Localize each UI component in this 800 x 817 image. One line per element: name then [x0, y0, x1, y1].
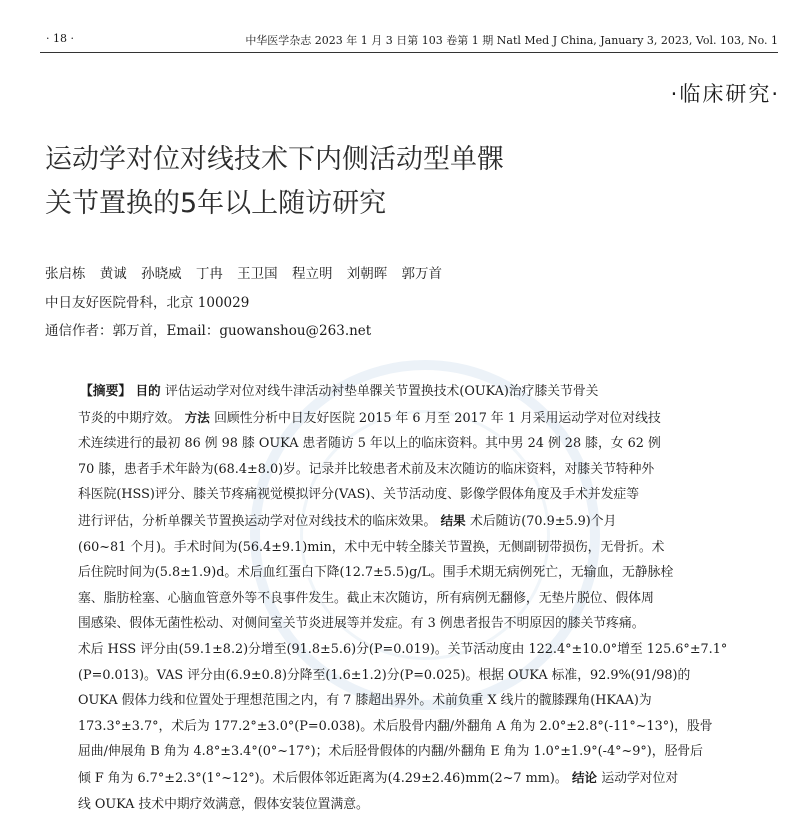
abstract-text: 倾 F 角为 6.7°±2.3°(1°~12°)。术后假体邻近距离为(4.29±2.46)mm(2~7 mm)。	[78, 771, 568, 786]
abstract-heading-objective: 目的	[136, 383, 165, 398]
abstract-heading-methods: 方法	[180, 410, 214, 425]
abstract-text: OUKA 假体力线和位置处于理想范围之内，有 7 膝超出界外。术前负重 X 线片的髋膝踝角(HKAA)为	[78, 693, 652, 708]
abstract-line	[78, 560, 793, 586]
abstract-line	[78, 792, 793, 817]
abstract-heading-results: 结果	[436, 513, 470, 528]
abstract-text: 节炎的中期疗效。	[78, 411, 180, 426]
abstract-text: 运动学对位对	[601, 771, 678, 786]
abstract-line	[78, 765, 793, 792]
running-title: 中华医学杂志 2023 年 1 月 3 日第 103 卷第 1 期 Natl Med J China, January 3, 2023, Vol. 103, No. 1	[245, 32, 778, 48]
abstract-line	[78, 535, 793, 561]
abstract-text: 进行评估，分析单髁关节置换运动学对位对线技术的临床效果。	[78, 514, 436, 529]
abstract-line	[78, 739, 793, 765]
abstract-line	[78, 431, 793, 457]
abstract-line	[78, 714, 793, 740]
page-number: · 18 ·	[46, 32, 74, 45]
affiliation: 中日友好医院骨科，北京 100029	[45, 291, 249, 311]
abstract-text: (P=0.013)。VAS 评分由(6.9±0.8)分降至(1.6±1.2)分(P=0.025)。根据 OUKA 标准，92.9%(91/98)的	[78, 668, 690, 683]
abstract-text: 70 膝，患者手术年龄为(68.4±8.0)岁。记录并比较患者术前及末次随访的临床资料，对膝关节特种外	[78, 462, 654, 477]
abstract-line	[78, 508, 793, 535]
abstract-heading-conclusion: 结论	[568, 770, 602, 785]
abstract-text: 术后 HSS 评分由(59.1±8.2)分增至(91.8±5.6)分(P=0.019)。关节活动度由 122.4°±10.0°增至 125.6°±7.1°	[78, 642, 727, 657]
abstract-text: 科医院(HSS)评分、膝关节疼痛视觉模拟评分(VAS)、关节活动度、影像学假体角度及手术并发症等	[78, 487, 639, 502]
abstract-text: 屈曲/伸展角 B 角为 4.8°±3.4°(0°~17°)；术后胫骨假体的内翻/外翻角 E 角为 1.0°±1.9°(-4°~9°)，胫骨后	[78, 744, 703, 759]
abstract-line	[78, 586, 793, 612]
abstract-text: (60~81 个月)。手术时间为(56.4±9.1)min，术中无中转全膝关节置换，无侧副韧带损伤，无骨折。术	[78, 540, 664, 555]
abstract-line	[78, 663, 793, 689]
abstract-text: 后住院时间为(5.8±1.9)d。术后血红蛋白下降(12.7±5.5)g/L。围手术期无病例死亡，无输血，无静脉栓	[78, 565, 673, 580]
abstract-line	[78, 457, 793, 483]
abstract-text: 术后随访(70.9±5.9)个月	[470, 514, 616, 529]
abstract-line	[78, 405, 793, 432]
running-header	[40, 30, 778, 53]
title-line: 运动学对位对线技术下内侧活动型单髁	[45, 138, 695, 182]
abstract-text: 围感染、假体无菌性松动、对侧间室关节炎进展等并发症。有 3 例患者报告不明原因的膝关节疼痛。	[78, 616, 645, 631]
abstract-line	[78, 637, 793, 663]
abstract-line	[78, 482, 793, 508]
corresponding-author: 通信作者：郭万首，Email：guowanshou@263.net	[45, 319, 371, 339]
abstract-text: 线 OUKA 技术中期疗效满意，假体安装位置满意。	[78, 797, 369, 812]
abstract-text: 塞、脂肪栓塞、心脑血管意外等不良事件发生。截止末次随访，所有病例无翻修，无垫片脱位、假体周	[78, 591, 654, 606]
author-list: 张启栋 黄诚 孙晓威 丁冉 王卫国 程立明 刘朝晖 郭万首	[45, 262, 442, 282]
abstract-line	[78, 688, 793, 714]
title-line: 关节置换的5年以上随访研究	[45, 182, 695, 226]
abstract-line	[78, 378, 793, 405]
abstract	[78, 378, 793, 817]
abstract-text: 173.3°±3.7°，术后为 177.2°±3.0°(P=0.038)。术后股骨内翻/外翻角 A 角为 2.0°±2.8°(-11°~13°)，股骨	[78, 719, 713, 734]
abstract-text: 评估运动学对位对线牛津活动衬垫单髁关节置换技术(OUKA)治疗膝关节骨关	[165, 384, 598, 399]
abstract-text: 术连续进行的最初 86 例 98 膝 OUKA 患者随访 5 年以上的临床资料。其中男 24 例 28 膝，女 62 例	[78, 436, 661, 451]
section-tag: ·临床研究·	[671, 78, 780, 108]
article-title	[45, 138, 695, 226]
abstract-text: 回顾性分析中日友好医院 2015 年 6 月至 2017 年 1 月采用运动学对位对线技	[214, 411, 661, 426]
abstract-label: 【摘要】	[80, 384, 136, 399]
abstract-line	[78, 611, 793, 637]
